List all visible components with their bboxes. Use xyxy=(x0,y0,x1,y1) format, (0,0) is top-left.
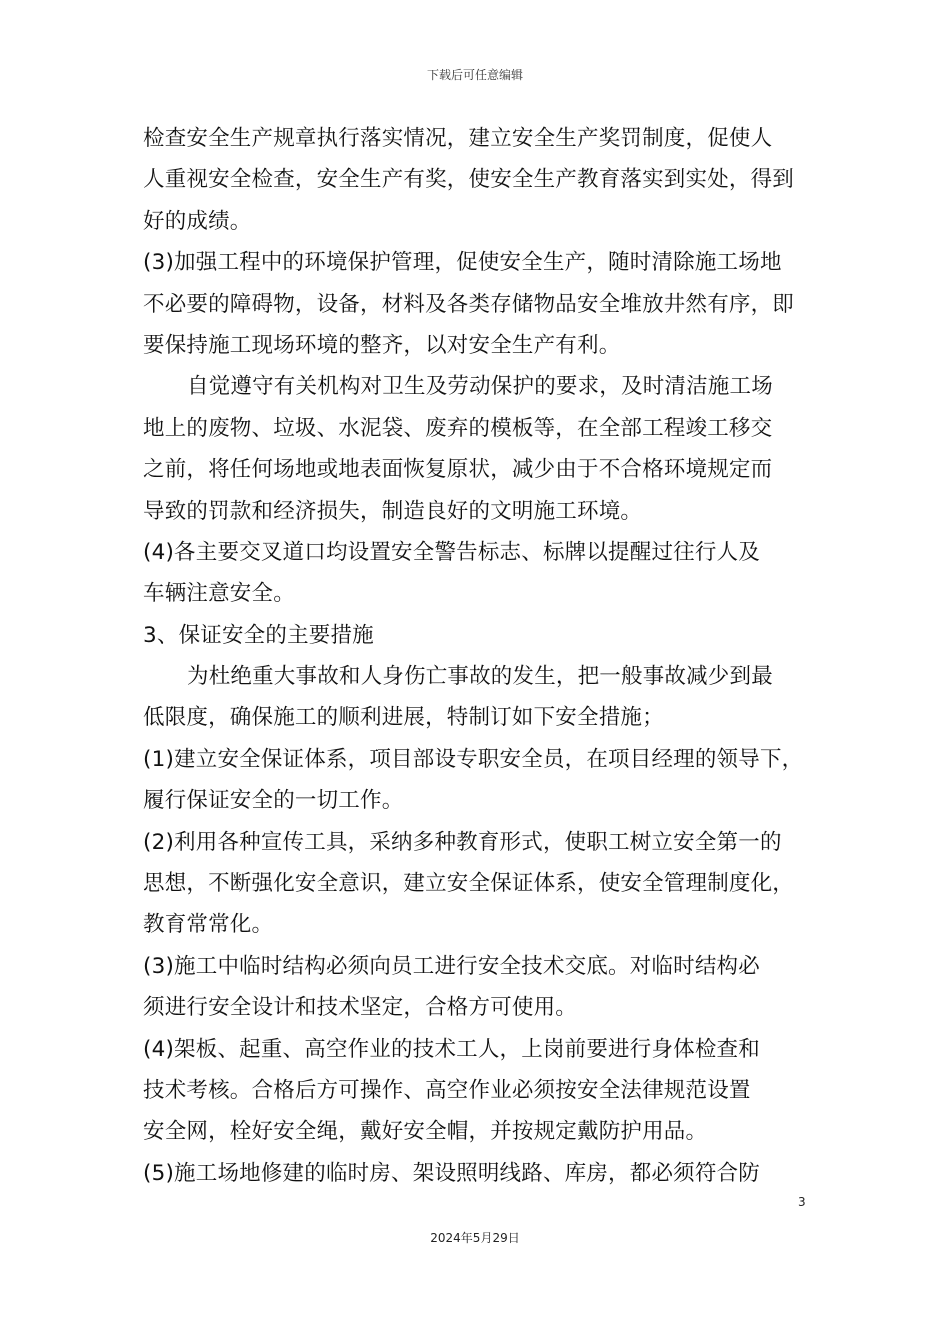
body-line: 导致的罚款和经济损失，制造良好的文明施工环境。 xyxy=(143,498,643,524)
body-line: (2)利用各种宣传工具，采纳多种教育形式，使职工树立安全第一的 xyxy=(143,829,782,855)
body-line: (4)架板、起重、高空作业的技术工人，上岗前要进行身体检查和 xyxy=(143,1036,760,1062)
body-line: 须进行安全设计和技术坚定，合格方可使用。 xyxy=(143,995,578,1021)
body-line: 安全网，栓好安全绳，戴好安全帽，并按规定戴防护用品。 xyxy=(143,1119,708,1145)
body-line: 履行保证安全的一切工作。 xyxy=(143,788,404,814)
page-number: 3 xyxy=(798,1195,806,1209)
page-header: 下载后可任意编辑 xyxy=(426,68,523,82)
body-line: 自觉遵守有关机构对卫生及劳动保护的要求，及时清洁施工场 xyxy=(187,374,773,400)
body-line: (1)建立安全保证体系，项目部设专职安全员，在项目经理的领导下， xyxy=(143,746,804,772)
body-line: 不必要的障碍物，设备，材料及各类存储物品安全堆放井然有序，即 xyxy=(143,291,795,317)
body-line: 之前，将任何场地或地表面恢复原状，减少由于不合格环境规定而 xyxy=(143,457,773,483)
body-line: 要保持施工现场环境的整齐，以对安全生产有利。 xyxy=(143,332,621,358)
body-line: 车辆注意安全。 xyxy=(143,581,295,607)
body-line: 检查安全生产规章执行落实情况，建立安全生产奖罚制度，促使人 xyxy=(143,126,773,151)
section-heading: 3、保证安全的主要措施 xyxy=(143,622,374,648)
body-line: 技术考核。合格后方可操作、高空作业必须按安全法律规范设置 xyxy=(143,1077,751,1103)
body-line: 人重视安全检查，安全生产有奖，使安全生产教育落实到实处，得到 xyxy=(143,167,795,193)
body-line: (4)各主要交叉道口均设置安全警告标志、标牌以提醒过往行人及 xyxy=(143,539,760,565)
body-line: 好的成绩。 xyxy=(143,208,252,234)
body-line: (5)施工场地修建的临时房、架设照明线路、库房，都必须符合防 xyxy=(143,1160,760,1186)
body-line: 地上的废物、垃圾、水泥袋、废弃的模板等，在全部工程竣工移交 xyxy=(143,415,773,441)
footer-date: 2024年5月29日 xyxy=(430,1231,520,1245)
body-line: 低限度，确保施工的顺利进展，特制订如下安全措施； xyxy=(143,705,664,731)
document-body xyxy=(143,118,815,1194)
body-line: 教育常常化。 xyxy=(143,912,274,938)
body-line: 为杜绝重大事故和人身伤亡事故的发生，把一般事故减少到最 xyxy=(187,664,773,690)
body-line: (3)施工中临时结构必须向员工进行安全技术交底。对临时结构必 xyxy=(143,953,760,979)
body-line: 思想，不断强化安全意识，建立安全保证体系，使安全管理制度化， xyxy=(143,871,795,897)
body-line: (3)加强工程中的环境保护管理，促使安全生产，随时清除施工场地 xyxy=(143,250,782,276)
